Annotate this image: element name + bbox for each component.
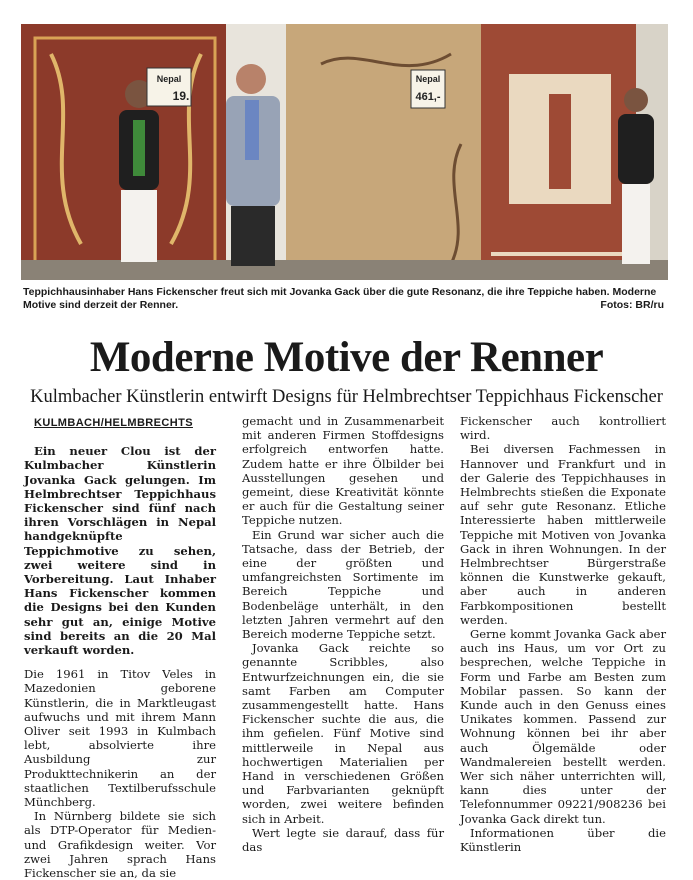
column-3-paragraph-1: Fickenscher auch kontrolliert wird. bbox=[460, 414, 666, 443]
column-3-paragraph-4: Informationen über die Künstlerin bbox=[460, 825, 666, 855]
article-column-1 bbox=[24, 414, 216, 880]
photo-credit: Fotos: BR/ru bbox=[600, 299, 664, 311]
dateline: KULMBACH/HELMBRECHTS bbox=[34, 417, 193, 429]
article-photo bbox=[21, 24, 668, 280]
price-tag-right-line2: 461,- bbox=[415, 91, 441, 103]
column-2-paragraph-2: Ein Grund war sicher auch die Tatsache, dass der Betrieb, der eine der größten und umfangreichsten Sortimente im Bereich Teppiche und Bodenbeläge unterhält, in den letzten Jahren vermehrt auf den Bereich moderne Teppiche setzt. bbox=[242, 527, 444, 642]
photo-caption bbox=[23, 286, 668, 312]
price-tag-left bbox=[147, 68, 191, 106]
caption-text: Teppichhausinhaber Hans Fickenscher freut sich mit Jovanka Gack über die gute Resonanz, die ihre Teppiche haben. Moderne Motive sind derzeit der Renner. bbox=[23, 286, 657, 311]
price-tag-right bbox=[411, 70, 445, 108]
price-tag-left-line1: Nepal bbox=[156, 74, 182, 84]
column-2-paragraph-3: Jovanka Gack reichte so genannte Scribbles, also Entwurfzeichnungen ein, die sie samt Farben am Computer zusammengestellt hatte. Hans Fickenscher suchte die aus, die ihm gefielen. Fünf Motive sind mittlerweile in Nepal aus hochwertigen Materialien per Hand in verschiedenen Größen und Farbvarianten geknüpft worden, zwei weitere befinden sich in Arbeit. bbox=[242, 641, 444, 826]
column-1-paragraph-1: Die 1961 in Titov Veles in Mazedonien geborene Künstlerin, die in Marktleugast aufwuchs und mit ihrem Mann Oliver seit 1993 in Kulmbach lebt, absolvierte ihre Ausbildung zur Produkttechnikerin an der staatlichen Textilberufsschule Münchberg. bbox=[24, 667, 216, 810]
lead-paragraph: Ein neuer Clou ist der Kulmbacher Künstlerin Jovanka Gack gelungen. Im Helmbrechtser Teppichhaus Fickenscher sind fünf nach ihren Vorschlägen in Nepal handgeknüpfte Teppichmotive zu sehen, zwei weitere sind in Vorbereitung. Laut Inhaber Hans Fickenscher kommen die Designs bei den Kunden sehr gut an, einige Motive sind bereits an die 20 Mal verkauft worden. bbox=[24, 444, 216, 658]
column-2-paragraph-1: gemacht und in Zusammenarbeit mit anderen Firmen Stoffdesigns erfolgreich entworfen hatte. Zudem hatte er ihre Ölbilder bei Ausstellungen gesehen und gemeint, diese Kreativität könnte er auch für die Gestaltung seiner Teppiche nutzen. bbox=[242, 414, 444, 528]
showroom-photo-graphic bbox=[21, 24, 668, 280]
article-column-2 bbox=[242, 414, 444, 854]
column-3-paragraph-2: Bei diversen Fachmessen in Hannover und Frankfurt und in der Galerie des Teppichhauses in Helmbrechts stießen die Exponate auf sehr gute Resonanz. Etliche Interessierte haben mittlerweile Teppiche mit Motiven von Jovanka Gack in ihren Wohnungen. In der Helmbrechtser Bürgerstraße können die Kunstwerke gekauft, aber auch in anderen Farbkompositionen bestellt werden. bbox=[460, 442, 666, 627]
headline: Moderne Motive der Renner bbox=[89, 334, 604, 381]
price-tag-left-line2: 19. bbox=[172, 89, 190, 103]
price-tag-right-line1: Nepal bbox=[415, 74, 441, 84]
article-column-3 bbox=[460, 414, 666, 854]
column-2-paragraph-4: Wert legte sie darauf, dass für das bbox=[242, 825, 444, 855]
subheadline: Kulmbacher Künstlerin entwirft Designs für Helmbrechtser Teppichhaus Fickenscher bbox=[30, 387, 663, 407]
column-1-paragraph-2: In Nürnberg bildete sie sich als DTP-Operator für Medien- und Grafikdesign weiter. Vor zwei Jahren sprach Hans Fickenscher sie an, da sie bbox=[24, 809, 216, 880]
column-3-paragraph-3: Gerne kommt Jovanka Gack aber auch ins Haus, um vor Ort zu besprechen, welche Teppiche in Form und Farbe am Besten zum Mobilar passen. So kann der Kunde auch in den Genuss eines Unikates kommen. Passend zur Wohnung können bei ihr aber auch Ölgemälde oder Wandmalereien bestellt werden. Wer sich näher unterrichten will, kann dies unter der Telefonnummer 09221/908236 bei Jovanka Gack direkt tun. bbox=[460, 627, 666, 826]
